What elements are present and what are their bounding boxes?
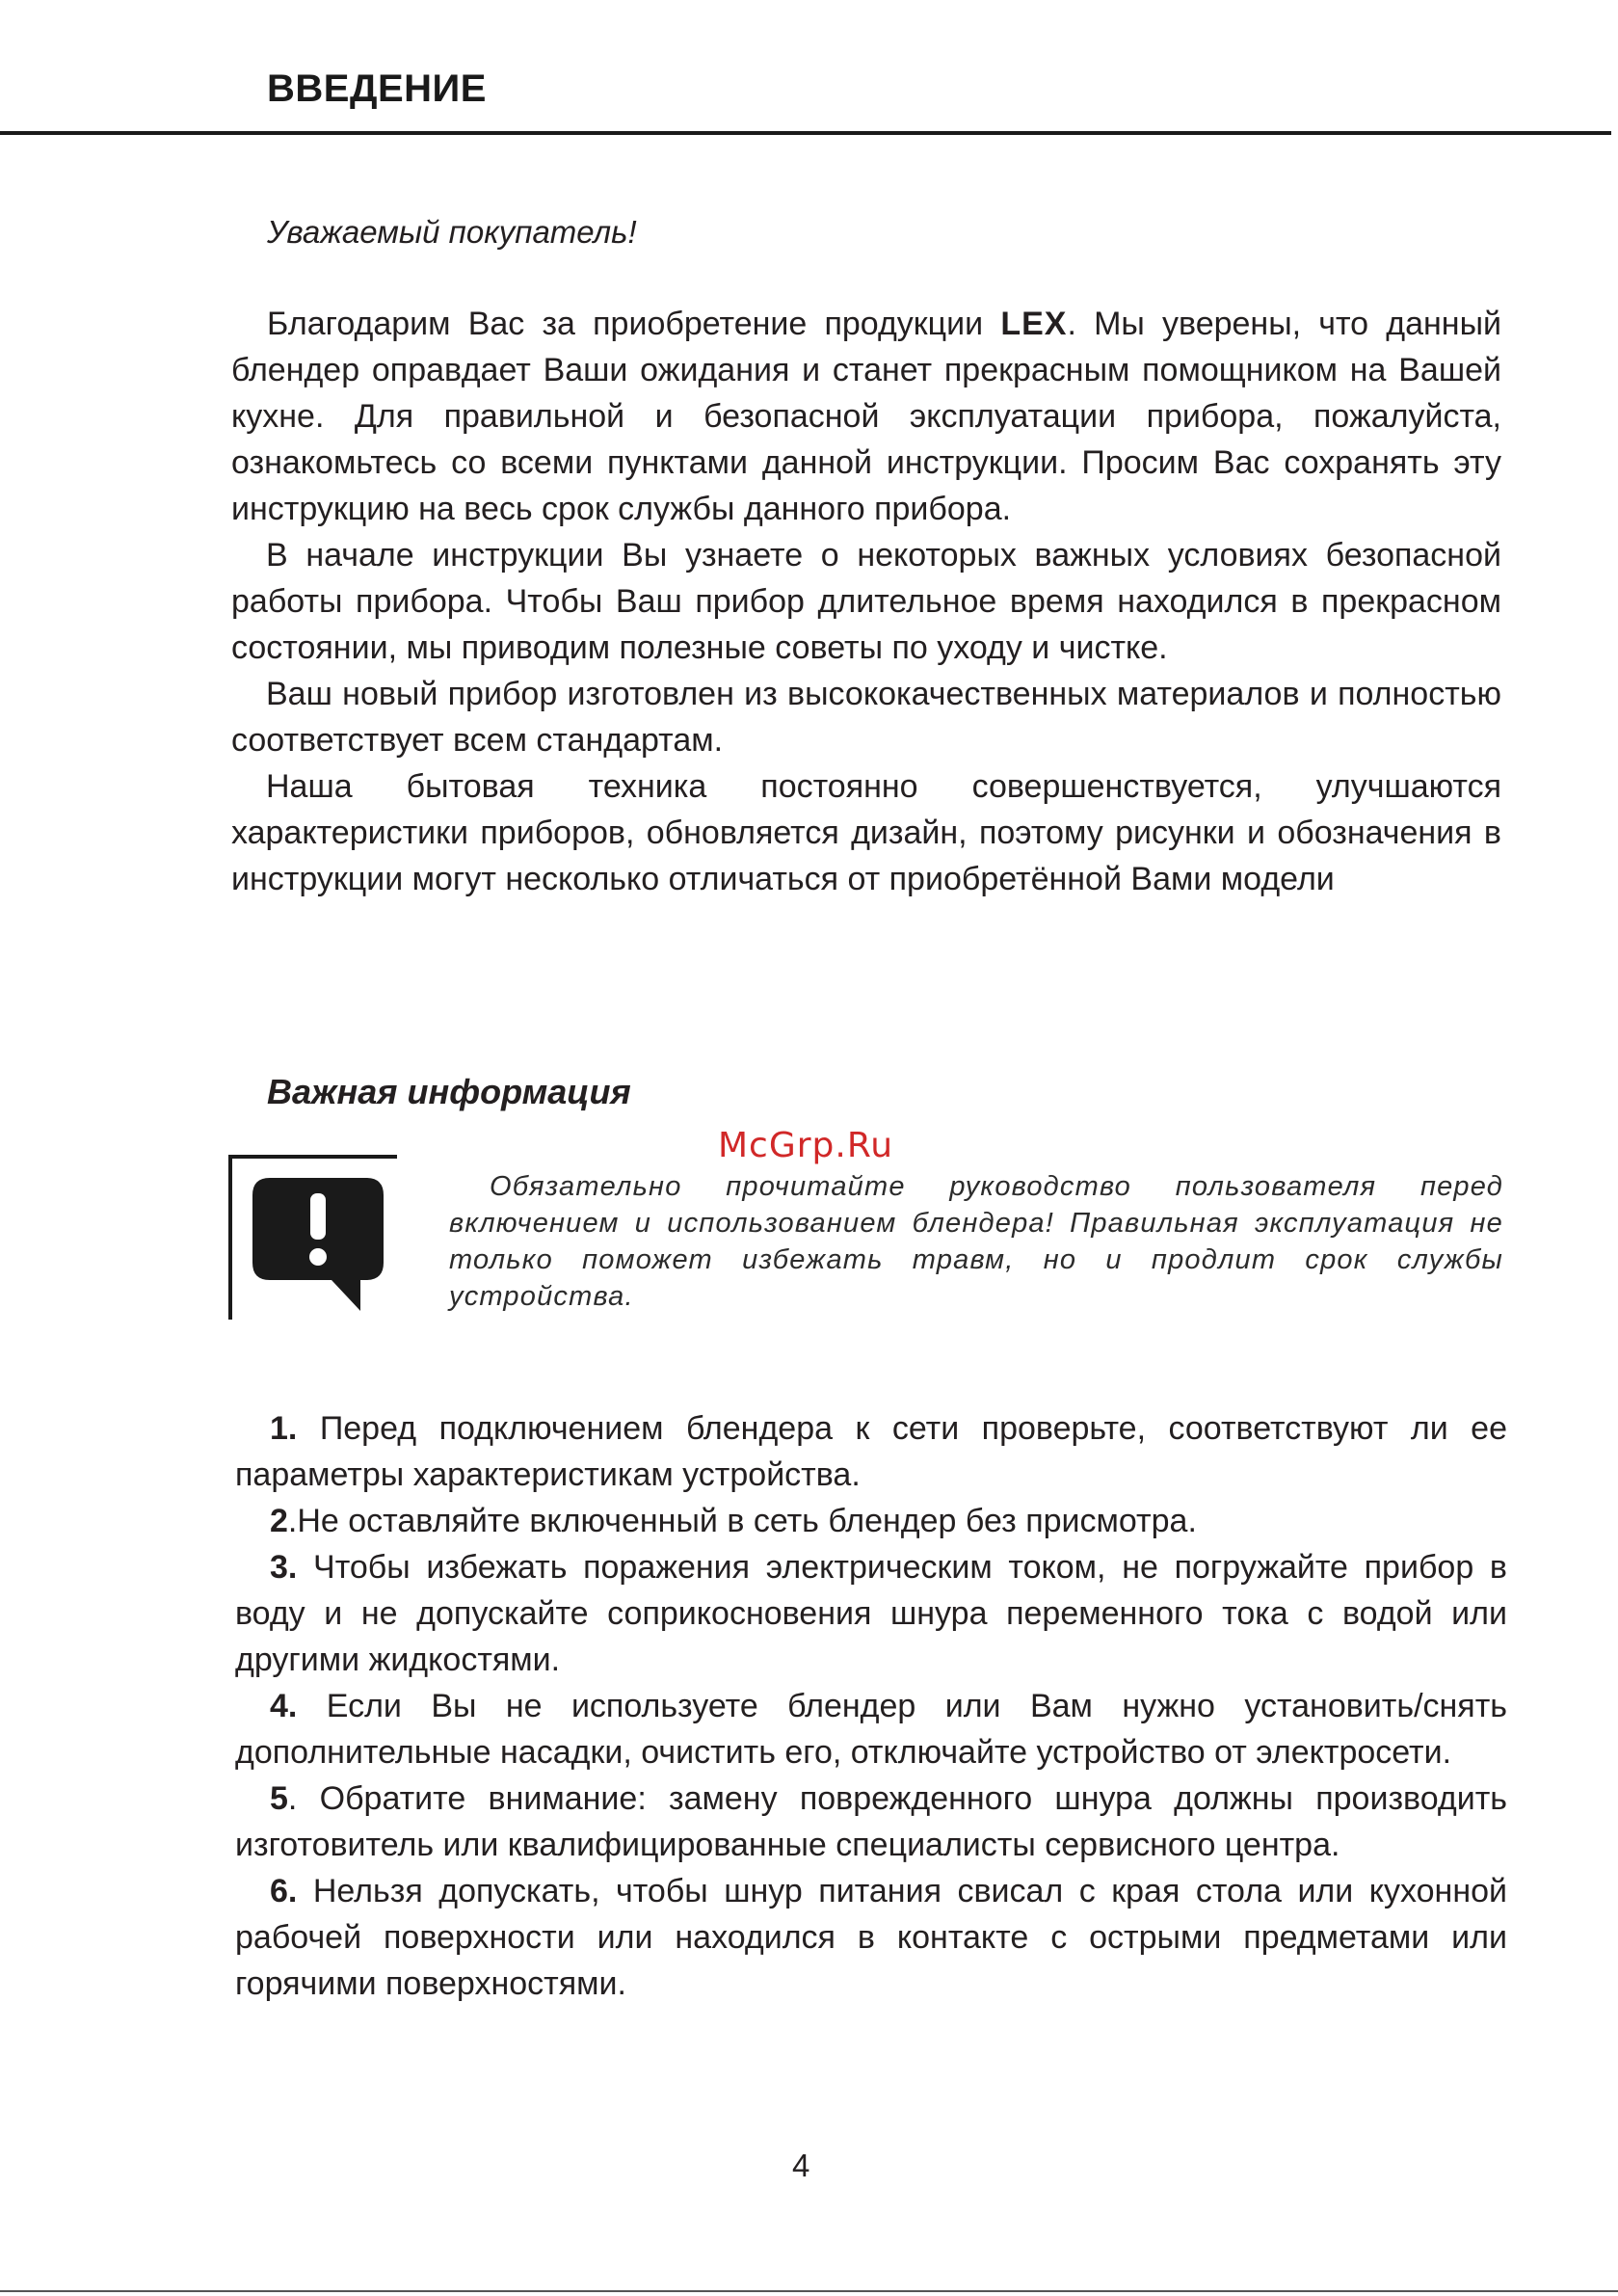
footer-rule [0, 2290, 1618, 2292]
rule-number: 2 [270, 1503, 288, 1539]
watermark: McGrp.Ru [718, 1126, 894, 1165]
rule-item [235, 1498, 1507, 1544]
rule-text: .Не оставляйте включенный в сеть блендер без присмотра. [287, 1503, 1197, 1539]
rule-item [235, 1775, 1507, 1868]
rule-number: 6. [270, 1873, 298, 1909]
intro-paragraph-1-start: Благодарим Вас за приобретение продукции [267, 306, 1001, 342]
rule-item [235, 1544, 1507, 1683]
intro-paragraph-2: В начале инструкции Вы узнаете о некоторых важных условиях безопасной работы прибора. Чтобы Ваш прибор длительное время находился в прекрасном состоянии, мы приводим полезные советы по уходу и чистке. [231, 537, 1501, 666]
rule-item [235, 1405, 1507, 1498]
intro-text [231, 301, 1501, 902]
rule-text: Нельзя допускать, чтобы шнур питания свисал с края стола или кухонной рабочей поверхности или находился в контакте с острыми предметами или горячими поверхностями. [235, 1873, 1507, 2002]
warning-frame-left [228, 1155, 232, 1320]
rule-number: 5 [270, 1780, 288, 1817]
exclamation-speech-bubble-icon [252, 1178, 384, 1311]
header-rule [0, 131, 1611, 135]
greeting: Уважаемый покупатель! [267, 214, 637, 250]
intro-paragraph-4: Наша бытовая техника постоянно совершенствуется, улучшаются характеристики приборов, обновляется дизайн, поэтому рисунки и обозначения в инструкции могут несколько отличаться от приобретённой Вами модели [231, 768, 1501, 897]
important-info-title: Важная информация [267, 1072, 631, 1111]
brand-name: LEX [1000, 306, 1068, 342]
rule-number: 1. [270, 1410, 298, 1447]
rule-text: Чтобы избежать поражения электрическим током, не погружайте прибор в воду и не допускайте соприкосновения шнура переменного тока с водой или другими жидкостями. [235, 1549, 1507, 1678]
safety-rules-list [235, 1405, 1507, 2007]
rule-number: 4. [270, 1688, 298, 1724]
warning-text [449, 1168, 1503, 1315]
rule-text: Если Вы не используете блендер или Вам нужно установить/снять дополнительные насадки, очистить его, отключайте устройство от электросети. [235, 1688, 1507, 1771]
intro-paragraph-1-end: . Мы уверены, что данный блендер оправдает Ваши ожидания и станет прекрасным помощником на Вашей кухне. Для правильной и безопасной эксплуатации прибора, пожалуйста, ознакомьтесь со всеми пунктами данной инструкции. Просим Вас сохранять эту инструкцию на весь срок службы данного прибора. [231, 306, 1501, 527]
page-title: ВВЕДЕНИЕ [267, 67, 487, 110]
rule-item [235, 1868, 1507, 2007]
rule-text: Перед подключением блендера к сети проверьте, соответствуют ли ее параметры характеристикам устройства. [235, 1410, 1507, 1493]
page-number: 4 [792, 2148, 810, 2183]
warning-text-body: Обязательно прочитайте руководство пользователя перед включением и использованием блендера! Правильная эксплуатация не только поможет избежать травм, но и продлит срок службы устройства. [449, 1171, 1503, 1312]
intro-paragraph-3: Ваш новый прибор изготовлен из высококачественных материалов и полностью соответствует всем стандартам. [231, 676, 1501, 759]
rule-text: . Обратите внимание: замену поврежденного шнура должны производить изготовитель или квалифицированные специалисты сервисного центра. [235, 1780, 1507, 1863]
rule-item [235, 1683, 1507, 1775]
rule-number: 3. [270, 1549, 298, 1586]
intro-paragraph-1 [231, 301, 1501, 532]
warning-frame-top [228, 1155, 397, 1159]
